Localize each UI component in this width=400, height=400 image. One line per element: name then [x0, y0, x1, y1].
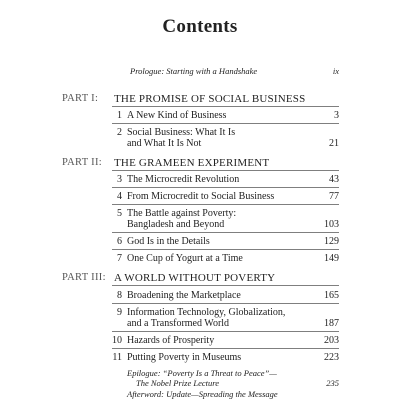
chapter-rule [112, 249, 339, 250]
chapter-11-page: 223 [324, 352, 339, 363]
part-title-2: THE GRAMEEN EXPERIMENT [114, 157, 270, 169]
afterword-title: Afterword: Update—Spreading the Message [127, 389, 278, 399]
chapter-6-num: 6 [117, 236, 122, 247]
chapter-10-num: 10 [112, 335, 122, 346]
epilogue-title-line-1: Epilogue: “Poverty Is a Threat to Peace”— [127, 368, 277, 378]
chapter-rule [112, 348, 339, 349]
chapter-3-num: 3 [117, 174, 122, 185]
chapter-9-title-line-2: and a Transformed World [127, 318, 230, 329]
chapter-9-title-line-1: Information Technology, Globalization, [127, 307, 286, 318]
chapter-10-title: Hazards of Prosperity [127, 335, 215, 346]
chapter-3-page: 43 [329, 174, 339, 185]
chapter-3-title: The Microcredit Revolution [127, 174, 240, 185]
chapter-4-num: 4 [117, 191, 122, 202]
chapter-2-title-line-2: and What It Is Not [127, 138, 202, 149]
chapter-9-num: 9 [117, 307, 122, 318]
chapter-1-title: A New Kind of Business [127, 110, 227, 121]
part-label-1: PART I: [62, 93, 99, 104]
chapter-5-num: 5 [117, 208, 122, 219]
chapter-4-page: 77 [329, 191, 339, 202]
chapter-7-num: 7 [117, 253, 122, 264]
epilogue-title-line-2: The Nobel Prize Lecture [136, 378, 220, 388]
chapter-5-title-line-1: The Battle against Poverty: [127, 208, 237, 219]
chapter-rule [112, 187, 339, 188]
epilogue-page: 235 [326, 378, 339, 388]
chapter-2-num: 2 [117, 127, 122, 138]
chapter-8-num: 8 [117, 290, 122, 301]
chapter-rule [112, 303, 339, 304]
chapter-1-num: 1 [117, 110, 122, 121]
chapter-rule [112, 204, 339, 205]
chapter-8-page: 165 [324, 290, 339, 301]
part-label-3: PART III: [62, 272, 106, 283]
chapter-8-title: Broadening the Marketplace [127, 290, 241, 301]
page-title: Contents [162, 16, 238, 37]
chapter-6-page: 129 [324, 236, 339, 247]
chapter-1-page: 3 [334, 110, 339, 121]
part-rule-1 [112, 106, 339, 107]
part-rule-3 [112, 285, 339, 286]
part-title-3: A WORLD WITHOUT POVERTY [114, 272, 276, 284]
chapter-2-page: 21 [329, 138, 339, 149]
chapter-10-page: 203 [324, 335, 339, 346]
chapter-4-title: From Microcredit to Social Business [127, 191, 275, 202]
prologue-title: Prologue: Starting with a Handshake [130, 66, 258, 76]
chapter-11-num: 11 [112, 352, 122, 363]
chapter-7-title: One Cup of Yogurt at a Time [127, 253, 243, 264]
chapter-rule [112, 331, 339, 332]
chapter-5-page: 103 [324, 219, 339, 230]
chapter-5-title-line-2: Bangladesh and Beyond [127, 219, 225, 230]
prologue-page: ix [332, 66, 339, 76]
chapter-11-title: Putting Poverty in Museums [127, 352, 242, 363]
chapter-2-title-line-1: Social Business: What It Is [127, 127, 236, 138]
chapter-7-page: 149 [324, 253, 339, 264]
part-title-1: THE PROMISE OF SOCIAL BUSINESS [114, 93, 306, 105]
part-rule-2 [112, 170, 339, 171]
part-label-2: PART II: [62, 157, 102, 168]
chapter-rule [112, 232, 339, 233]
chapter-6-title: God Is in the Details [127, 236, 210, 247]
chapter-rule [112, 123, 339, 124]
chapter-9-page: 187 [324, 318, 339, 329]
